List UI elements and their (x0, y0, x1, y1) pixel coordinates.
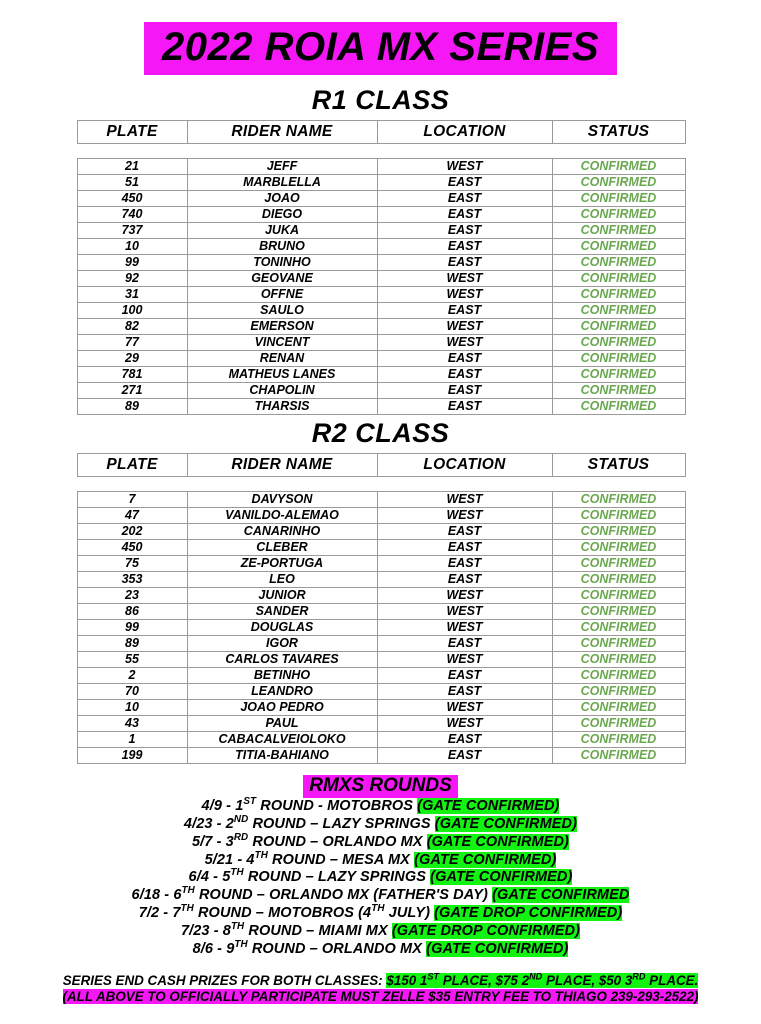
cell-plate: 2 (77, 668, 187, 684)
cell-rider-name: BRUNO (187, 239, 377, 255)
round-ordinal-suffix: TH (230, 921, 245, 933)
prize-second-amount: $75 2 (495, 972, 530, 988)
table-row (77, 367, 685, 383)
cell-location: EAST (377, 239, 552, 255)
cell-plate: 10 (77, 239, 187, 255)
gate-status: (GATE DROP CONFIRMED) (391, 922, 581, 939)
table-row (77, 223, 685, 239)
round-venue: ROUND – ORLANDO MX (247, 940, 427, 957)
prize-first-suffix: ST (427, 971, 439, 982)
cell-rider-name: CLEBER (187, 540, 377, 556)
round-ordinal-suffix: RD (233, 831, 249, 843)
rounds-section (0, 775, 761, 958)
table-row (77, 319, 685, 335)
round-venue: ROUND – MOTOBROS (4 (193, 905, 372, 922)
table-row (77, 255, 685, 271)
table-row (77, 159, 685, 175)
cell-rider-name: CHAPOLIN (187, 383, 377, 399)
status-badge: CONFIRMED (552, 383, 685, 399)
round-item (0, 905, 761, 923)
table-row (77, 492, 685, 508)
status-badge: CONFIRMED (552, 636, 685, 652)
cell-location: EAST (377, 191, 552, 207)
cell-rider-name: PAUL (187, 716, 377, 732)
column-header-plate: PLATE (77, 454, 187, 477)
table-spacer (77, 477, 685, 491)
prize-amounts (386, 973, 698, 988)
column-header-location: LOCATION (377, 454, 552, 477)
cell-rider-name: RENAN (187, 351, 377, 367)
cell-plate: 86 (77, 604, 187, 620)
class-heading-r1: R1 CLASS (311, 85, 450, 116)
column-header-status: STATUS (552, 454, 685, 477)
prize-third-suffix: RD (632, 971, 646, 982)
round-item (0, 798, 761, 816)
cell-plate: 75 (77, 556, 187, 572)
cell-location: WEST (377, 271, 552, 287)
cell-plate: 199 (77, 748, 187, 764)
title-banner-container (0, 0, 761, 75)
status-badge: CONFIRMED (552, 159, 685, 175)
gate-status: (GATE CONFIRMED) (434, 815, 578, 832)
round-venue-suffix: TH (371, 903, 385, 915)
round-item (0, 849, 761, 870)
gate-status: (GATE CONFIRMED) (426, 833, 569, 850)
cell-location: EAST (377, 399, 552, 415)
status-badge: CONFIRMED (552, 668, 685, 684)
cell-location: WEST (377, 652, 552, 668)
round-venue: ROUND – MIAMI MX (244, 922, 392, 939)
cell-rider-name: IGOR (187, 636, 377, 652)
table-row (77, 540, 685, 556)
column-header-plate: PLATE (77, 121, 187, 144)
cell-plate: 70 (77, 684, 187, 700)
cell-rider-name: JEFF (187, 159, 377, 175)
cell-rider-name: ZE-PORTUGA (187, 556, 377, 572)
round-ordinal-suffix: ND (233, 814, 249, 826)
cell-location: EAST (377, 255, 552, 271)
status-badge: CONFIRMED (552, 271, 685, 287)
class-heading-r2: R2 CLASS (311, 418, 450, 449)
status-badge: CONFIRMED (552, 303, 685, 319)
cell-plate: 450 (77, 191, 187, 207)
table-spacer (77, 144, 685, 158)
cell-plate: 271 (77, 383, 187, 399)
table-row (77, 636, 685, 652)
table-header-row (77, 454, 685, 477)
cell-plate: 43 (77, 716, 187, 732)
cell-rider-name: VINCENT (187, 335, 377, 351)
status-badge: CONFIRMED (552, 335, 685, 351)
round-venue: ROUND – LAZY SPRINGS (248, 815, 435, 832)
cell-rider-name: CANARINHO (187, 524, 377, 540)
cell-plate: 51 (77, 175, 187, 191)
table-row (77, 351, 685, 367)
rounds-title: RMXS ROUNDS (303, 775, 458, 798)
cell-location: EAST (377, 668, 552, 684)
round-ordinal-suffix: TH (181, 885, 195, 897)
cell-location: EAST (377, 367, 552, 383)
footer-section (0, 973, 761, 1006)
cell-rider-name: JOAO (187, 191, 377, 207)
table-row (77, 271, 685, 287)
table-row (77, 620, 685, 636)
cell-plate: 10 (77, 700, 187, 716)
round-item (0, 938, 761, 959)
cell-plate: 47 (77, 508, 187, 524)
round-ordinal-suffix: TH (230, 867, 244, 879)
cell-plate: 89 (77, 636, 187, 652)
rounds-list (0, 798, 761, 958)
round-date: 7/2 - (138, 905, 173, 922)
gate-status: (GATE CONFIRMED) (417, 798, 560, 815)
cell-plate: 202 (77, 524, 187, 540)
table-row (77, 207, 685, 223)
cell-rider-name: MATHEUS LANES (187, 367, 377, 383)
table-row (77, 335, 685, 351)
round-ordinal-suffix: ST (243, 796, 257, 808)
status-badge: CONFIRMED (552, 748, 685, 764)
cell-location: EAST (377, 303, 552, 319)
gate-status: (GATE CONFIRMED) (426, 940, 569, 957)
round-venue: ROUND – ORLANDO MX (248, 833, 427, 850)
class-tables-container (0, 85, 761, 764)
cell-plate: 77 (77, 335, 187, 351)
round-date: 7/23 - (180, 922, 223, 939)
prize-third-place: PLACE. (645, 972, 699, 988)
cell-location: WEST (377, 620, 552, 636)
round-date: 5/21 - (204, 851, 247, 868)
status-badge: CONFIRMED (552, 492, 685, 508)
status-badge: CONFIRMED (552, 572, 685, 588)
cell-rider-name: DOUGLAS (187, 620, 377, 636)
table-row (77, 652, 685, 668)
cell-location: WEST (377, 287, 552, 303)
status-badge: CONFIRMED (552, 239, 685, 255)
cell-plate: 21 (77, 159, 187, 175)
round-ordinal: 5 (222, 869, 231, 886)
status-badge: CONFIRMED (552, 191, 685, 207)
cell-plate: 89 (77, 399, 187, 415)
status-badge: CONFIRMED (552, 524, 685, 540)
status-badge: CONFIRMED (552, 604, 685, 620)
table-row (77, 556, 685, 572)
cell-plate: 82 (77, 319, 187, 335)
round-ordinal-suffix: TH (234, 938, 248, 950)
cell-rider-name: CARLOS TAVARES (187, 652, 377, 668)
round-date: 8/6 - (192, 940, 227, 957)
prize-third-amount: $50 3 (598, 972, 633, 988)
cell-rider-name: TITIA-BAHIANO (187, 748, 377, 764)
table-row (77, 399, 685, 415)
cell-rider-name: OFFNE (187, 287, 377, 303)
cell-plate: 781 (77, 367, 187, 383)
cell-rider-name: JOAO PEDRO (187, 700, 377, 716)
cell-location: EAST (377, 556, 552, 572)
cell-plate: 31 (77, 287, 187, 303)
prize-first-place: PLACE, (438, 972, 496, 988)
round-item (0, 831, 761, 852)
round-item (0, 923, 761, 941)
cell-plate: 92 (77, 271, 187, 287)
round-venue: ROUND – ORLANDO MX (FATHER'S DAY) (194, 887, 493, 904)
cell-rider-name: GEOVANE (187, 271, 377, 287)
entry-fee-line (0, 989, 761, 1005)
table-row (77, 668, 685, 684)
cell-rider-name: LEO (187, 572, 377, 588)
round-date: 4/9 - (201, 798, 236, 815)
gate-status: (GATE DROP CONFIRMED) (434, 905, 623, 922)
cell-rider-name: SANDER (187, 604, 377, 620)
cell-location: EAST (377, 540, 552, 556)
prize-second-suffix: ND (529, 971, 543, 982)
cell-plate: 1 (77, 732, 187, 748)
table-row (77, 716, 685, 732)
table-row (77, 508, 685, 524)
gate-status: (GATE CONFIRMED) (414, 851, 557, 868)
cell-plate: 7 (77, 492, 187, 508)
table-row (77, 383, 685, 399)
round-ordinal: 1 (235, 798, 244, 815)
cell-location: EAST (377, 732, 552, 748)
prize-line (0, 973, 761, 989)
cell-plate: 737 (77, 223, 187, 239)
cell-location: EAST (377, 524, 552, 540)
cell-plate: 23 (77, 588, 187, 604)
cell-location: EAST (377, 383, 552, 399)
cell-location: WEST (377, 159, 552, 175)
round-date: 4/23 - (183, 815, 226, 832)
cell-rider-name: MARBLELLA (187, 175, 377, 191)
cell-location: WEST (377, 700, 552, 716)
status-badge: CONFIRMED (552, 255, 685, 271)
cell-plate: 99 (77, 620, 187, 636)
table-row (77, 287, 685, 303)
cell-plate: 55 (77, 652, 187, 668)
table-row (77, 604, 685, 620)
status-badge: CONFIRMED (552, 588, 685, 604)
status-badge: CONFIRMED (552, 367, 685, 383)
status-badge: CONFIRMED (552, 716, 685, 732)
cell-plate: 99 (77, 255, 187, 271)
table-row (77, 175, 685, 191)
status-badge: CONFIRMED (552, 175, 685, 191)
table-row (77, 191, 685, 207)
gate-status: (GATE CONFIRMED (492, 887, 630, 904)
cell-rider-name: TONINHO (187, 255, 377, 271)
cell-location: EAST (377, 207, 552, 223)
round-item (0, 869, 761, 887)
round-date: 6/4 - (188, 869, 223, 886)
cell-rider-name: CABACALVEIOLOKO (187, 732, 377, 748)
round-ordinal: 9 (226, 940, 235, 957)
cell-rider-name: JUKA (187, 223, 377, 239)
cell-location: WEST (377, 604, 552, 620)
cell-location: WEST (377, 335, 552, 351)
cell-rider-name: DAVYSON (187, 492, 377, 508)
cell-location: WEST (377, 492, 552, 508)
cell-rider-name: SAULO (187, 303, 377, 319)
table-header-row (77, 121, 685, 144)
cell-location: EAST (377, 175, 552, 191)
cell-location: EAST (377, 636, 552, 652)
table-row (77, 303, 685, 319)
cell-plate: 740 (77, 207, 187, 223)
cell-rider-name: JUNIOR (187, 588, 377, 604)
page-title: 2022 ROIA MX SERIES (144, 22, 617, 75)
round-ordinal: 4 (246, 851, 255, 868)
table-row (77, 748, 685, 764)
round-venue: ROUND – LAZY SPRINGS (243, 869, 431, 886)
cell-location: EAST (377, 684, 552, 700)
cell-location: WEST (377, 588, 552, 604)
cell-location: EAST (377, 351, 552, 367)
class-table-body (77, 491, 686, 764)
status-badge: CONFIRMED (552, 732, 685, 748)
cell-rider-name: VANILDO-ALEMAO (187, 508, 377, 524)
cell-location: EAST (377, 748, 552, 764)
cell-rider-name: THARSIS (187, 399, 377, 415)
table-row (77, 700, 685, 716)
table-row (77, 684, 685, 700)
class-table-header (77, 120, 686, 144)
round-venue: ROUND - MOTOBROS (256, 798, 418, 815)
cell-rider-name: BETINHO (187, 668, 377, 684)
status-badge: CONFIRMED (552, 223, 685, 239)
cell-location: WEST (377, 508, 552, 524)
cell-rider-name: DIEGO (187, 207, 377, 223)
round-ordinal-suffix: TH (254, 849, 268, 861)
class-table-block (77, 453, 685, 764)
cell-location: EAST (377, 223, 552, 239)
cell-plate: 100 (77, 303, 187, 319)
class-table-block (77, 120, 685, 415)
status-badge: CONFIRMED (552, 399, 685, 415)
status-badge: CONFIRMED (552, 556, 685, 572)
cell-location: EAST (377, 572, 552, 588)
cell-plate: 353 (77, 572, 187, 588)
prize-first-amount: $150 1 (386, 972, 428, 988)
round-ordinal: 6 (173, 887, 182, 904)
round-date: 5/7 - (192, 833, 226, 850)
status-badge: CONFIRMED (552, 351, 685, 367)
cell-location: WEST (377, 716, 552, 732)
status-badge: CONFIRMED (552, 540, 685, 556)
column-header-status: STATUS (552, 121, 685, 144)
status-badge: CONFIRMED (552, 319, 685, 335)
round-venue: ROUND – MESA MX (267, 851, 415, 868)
status-badge: CONFIRMED (552, 620, 685, 636)
prize-second-place: PLACE, (542, 972, 599, 988)
table-row (77, 239, 685, 255)
table-row (77, 732, 685, 748)
status-badge: CONFIRMED (552, 287, 685, 303)
table-row (77, 588, 685, 604)
status-badge: CONFIRMED (552, 652, 685, 668)
table-row (77, 572, 685, 588)
entry-fee-note: (ALL ABOVE TO OFFICIALLY PARTICIPATE MUST ZELLE $35 ENTRY FEE TO THIAGO 239-293-2522) (62, 988, 699, 1004)
cell-plate: 29 (77, 351, 187, 367)
cell-plate: 450 (77, 540, 187, 556)
column-header-location: LOCATION (377, 121, 552, 144)
round-ordinal: 2 (225, 815, 234, 832)
round-ordinal-suffix: TH (180, 903, 194, 915)
round-ordinal: 3 (225, 833, 234, 850)
status-badge: CONFIRMED (552, 684, 685, 700)
status-badge: CONFIRMED (552, 700, 685, 716)
cell-rider-name: LEANDRO (187, 684, 377, 700)
cell-rider-name: EMERSON (187, 319, 377, 335)
table-row (77, 524, 685, 540)
round-venue-extra: JULY) (384, 905, 435, 922)
gate-status: (GATE CONFIRMED) (430, 869, 573, 886)
prize-label: SERIES END CASH PRIZES FOR BOTH CLASSES: (62, 972, 387, 988)
round-item (0, 816, 761, 834)
status-badge: CONFIRMED (552, 508, 685, 524)
status-badge: CONFIRMED (552, 207, 685, 223)
round-ordinal: 8 (222, 922, 231, 939)
column-header-rider-name: RIDER NAME (187, 454, 377, 477)
column-header-rider-name: RIDER NAME (187, 121, 377, 144)
class-table-body (77, 158, 686, 415)
round-date: 6/18 - (131, 887, 174, 904)
cell-location: WEST (377, 319, 552, 335)
round-ordinal: 7 (172, 905, 181, 922)
class-table-header (77, 453, 686, 477)
